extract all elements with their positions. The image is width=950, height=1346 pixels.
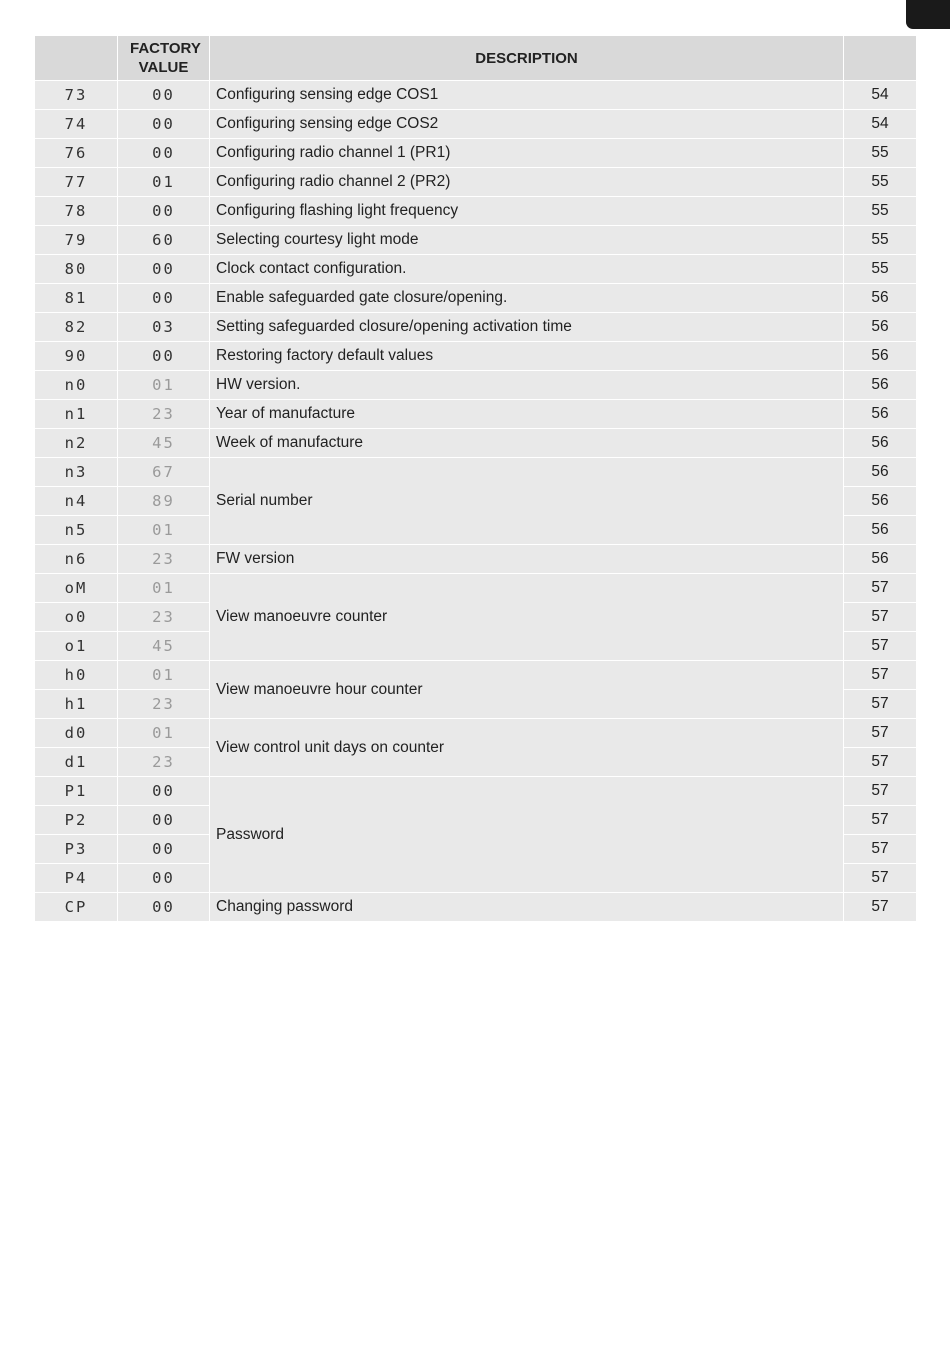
page-number: 56 [844,400,917,429]
table-row [35,893,917,922]
factory-value: 01 [118,661,210,690]
factory-value: 67 [118,458,210,487]
header-page [844,36,917,81]
parameter-code: P1 [35,777,118,806]
parameter-code: n4 [35,487,118,516]
factory-value: 23 [118,748,210,777]
table-row [35,777,917,806]
factory-value: 23 [118,400,210,429]
parameter-code: 73 [35,81,118,110]
parameter-description: Enable safeguarded gate closure/opening. [210,284,844,313]
factory-value: 00 [118,893,210,922]
page-number: 56 [844,545,917,574]
factory-value: 00 [118,777,210,806]
parameter-description: View control unit days on counter [210,719,844,777]
table-row [35,81,917,110]
parameter-description: View manoeuvre hour counter [210,661,844,719]
factory-value: 23 [118,690,210,719]
page-number: 56 [844,487,917,516]
factory-value: 00 [118,806,210,835]
page-number: 56 [844,458,917,487]
page-number: 56 [844,284,917,313]
parameter-code: 78 [35,197,118,226]
page-number: 55 [844,139,917,168]
table-row [35,255,917,284]
parameter-code: n6 [35,545,118,574]
table-row [35,197,917,226]
table-row [35,719,917,748]
table-row [35,458,917,487]
factory-value: 23 [118,603,210,632]
table-body [35,81,917,922]
parameter-code: 81 [35,284,118,313]
factory-value: 45 [118,632,210,661]
table-row [35,110,917,139]
table-row [35,168,917,197]
parameter-code: d0 [35,719,118,748]
page-number: 54 [844,81,917,110]
page-number: 56 [844,429,917,458]
page-number: 55 [844,197,917,226]
page-number: 57 [844,864,917,893]
parameter-code: n3 [35,458,118,487]
table-row [35,371,917,400]
parameter-description: Configuring sensing edge COS1 [210,81,844,110]
page-number: 55 [844,226,917,255]
page-number: 56 [844,516,917,545]
table-row [35,284,917,313]
parameter-description: Changing password [210,893,844,922]
factory-value: 01 [118,574,210,603]
page-number: 57 [844,835,917,864]
header-code [35,36,118,81]
parameter-code: P2 [35,806,118,835]
parameter-code: oM [35,574,118,603]
table-header-row [35,36,917,81]
table-row [35,574,917,603]
parameter-code: 79 [35,226,118,255]
table-row [35,313,917,342]
parameter-code: 80 [35,255,118,284]
parameter-description: Year of manufacture [210,400,844,429]
page-number: 57 [844,719,917,748]
page-number: 56 [844,342,917,371]
header-description: DESCRIPTION [210,36,844,81]
table-row [35,342,917,371]
page-number: 57 [844,690,917,719]
page-number: 57 [844,777,917,806]
factory-value: 03 [118,313,210,342]
parameter-description: Serial number [210,458,844,545]
parameter-code: 82 [35,313,118,342]
page-number: 57 [844,661,917,690]
parameter-code: n2 [35,429,118,458]
page-number: 55 [844,255,917,284]
parameter-description: Configuring radio channel 2 (PR2) [210,168,844,197]
table-row [35,661,917,690]
parameter-code: o0 [35,603,118,632]
page-corner-tab [906,0,950,29]
page-number: 57 [844,603,917,632]
page-number: 55 [844,168,917,197]
page-number: 56 [844,313,917,342]
page-number: 56 [844,371,917,400]
factory-value: 00 [118,139,210,168]
factory-value: 00 [118,284,210,313]
parameter-code: d1 [35,748,118,777]
factory-value: 01 [118,719,210,748]
parameter-code: h0 [35,661,118,690]
page-number: 57 [844,632,917,661]
parameter-code: 74 [35,110,118,139]
parameter-code: n0 [35,371,118,400]
table-row [35,400,917,429]
parameter-description: Restoring factory default values [210,342,844,371]
table-row [35,226,917,255]
parameter-code: 76 [35,139,118,168]
factory-value: 00 [118,110,210,139]
page-number: 54 [844,110,917,139]
parameter-code: 77 [35,168,118,197]
parameter-description: Configuring flashing light frequency [210,197,844,226]
parameter-code: CP [35,893,118,922]
parameter-description: Setting safeguarded closure/opening activation time [210,313,844,342]
factory-value: 00 [118,835,210,864]
parameter-code: P3 [35,835,118,864]
factory-value: 01 [118,516,210,545]
parameter-description: View manoeuvre counter [210,574,844,661]
page-number: 57 [844,893,917,922]
factory-value: 00 [118,342,210,371]
parameter-description: Configuring radio channel 1 (PR1) [210,139,844,168]
parameter-code: n5 [35,516,118,545]
factory-value: 00 [118,81,210,110]
factory-value: 23 [118,545,210,574]
parameter-description: FW version [210,545,844,574]
factory-value: 89 [118,487,210,516]
parameter-description: Password [210,777,844,893]
page-number: 57 [844,748,917,777]
factory-value: 45 [118,429,210,458]
page-number: 57 [844,574,917,603]
table-row [35,139,917,168]
parameter-code: 90 [35,342,118,371]
parameter-description: Clock contact configuration. [210,255,844,284]
table-row [35,545,917,574]
parameter-code: o1 [35,632,118,661]
parameter-description: HW version. [210,371,844,400]
table-row [35,429,917,458]
page-number: 57 [844,806,917,835]
factory-value: 00 [118,197,210,226]
parameters-table [34,35,917,922]
parameter-code: h1 [35,690,118,719]
factory-value: 00 [118,255,210,284]
parameter-description: Selecting courtesy light mode [210,226,844,255]
factory-value: 01 [118,168,210,197]
factory-value: 00 [118,864,210,893]
parameter-code: n1 [35,400,118,429]
parameter-code: P4 [35,864,118,893]
parameter-description: Configuring sensing edge COS2 [210,110,844,139]
factory-value: 01 [118,371,210,400]
parameter-description: Week of manufacture [210,429,844,458]
header-factory-value: FACTORY VALUE [118,36,210,81]
factory-value: 60 [118,226,210,255]
